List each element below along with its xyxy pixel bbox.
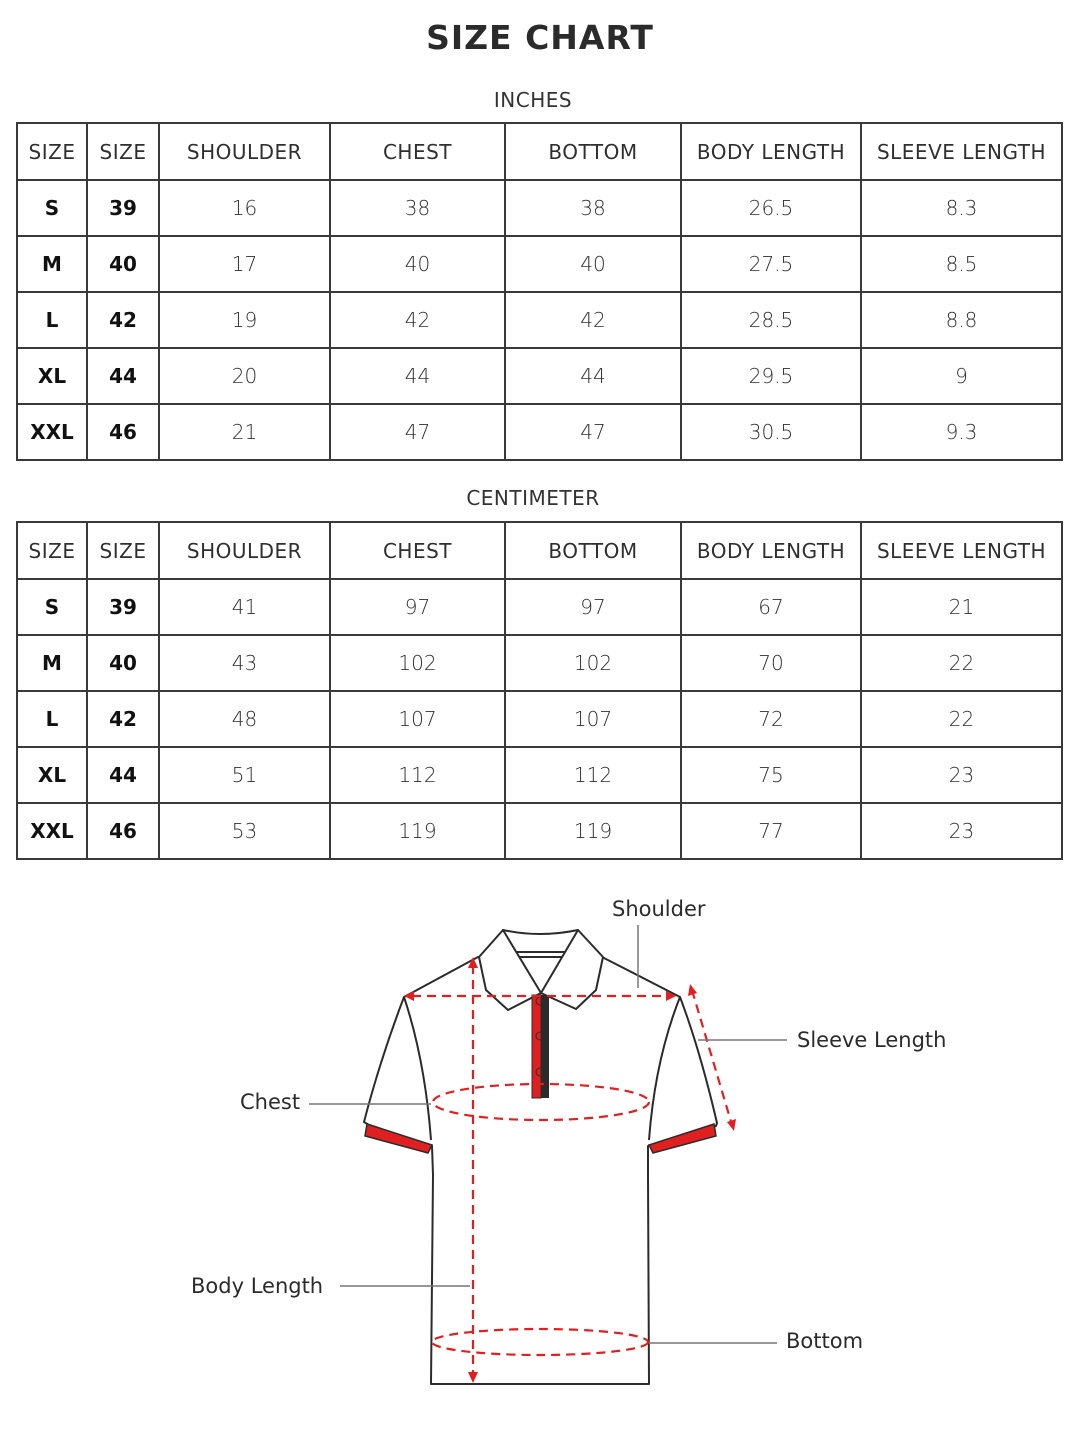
cell-shoulder: 53 (159, 803, 330, 859)
header-body-length: BODY LENGTH (681, 522, 861, 579)
cell-size: XL (17, 348, 87, 404)
cell-body-length: 75 (681, 747, 861, 803)
cell-size-numeric: 40 (87, 236, 159, 292)
cell-size-numeric: 40 (87, 635, 159, 691)
cell-shoulder: 20 (159, 348, 330, 404)
cell-sleeve-length: 8.5 (861, 236, 1062, 292)
cell-bottom: 47 (505, 404, 681, 460)
polo-shirt-icon (0, 880, 1080, 1420)
cell-chest: 47 (330, 404, 505, 460)
cell-shoulder: 51 (159, 747, 330, 803)
cell-body-length: 29.5 (681, 348, 861, 404)
cell-bottom: 40 (505, 236, 681, 292)
cell-size-numeric: 46 (87, 803, 159, 859)
table-row (17, 635, 1062, 691)
header-size: SIZE (17, 522, 87, 579)
cell-body-length: 27.5 (681, 236, 861, 292)
inches-label: INCHES (493, 88, 573, 112)
table-row (17, 348, 1062, 404)
cell-sleeve-length: 22 (861, 691, 1062, 747)
cell-sleeve-length: 9.3 (861, 404, 1062, 460)
header-sleeve-length: SLEEVE LENGTH (861, 522, 1062, 579)
cell-chest: 40 (330, 236, 505, 292)
cell-sleeve-length: 21 (861, 579, 1062, 635)
cell-shoulder: 19 (159, 292, 330, 348)
cell-sleeve-length: 23 (861, 803, 1062, 859)
header-chest: CHEST (330, 123, 505, 180)
cell-chest: 38 (330, 180, 505, 236)
cell-size-numeric: 42 (87, 691, 159, 747)
cell-sleeve-length: 8.3 (861, 180, 1062, 236)
cell-sleeve-length: 9 (861, 348, 1062, 404)
header-shoulder: SHOULDER (159, 522, 330, 579)
header-sleeve-length: SLEEVE LENGTH (861, 123, 1062, 180)
cell-chest: 97 (330, 579, 505, 635)
cell-bottom: 38 (505, 180, 681, 236)
cell-sleeve-length: 22 (861, 635, 1062, 691)
cell-size: S (17, 180, 87, 236)
cell-body-length: 28.5 (681, 292, 861, 348)
cell-shoulder: 16 (159, 180, 330, 236)
table-row (17, 691, 1062, 747)
cell-size: XXL (17, 803, 87, 859)
cell-size: XL (17, 747, 87, 803)
cell-bottom: 42 (505, 292, 681, 348)
table-row (17, 180, 1062, 236)
measurement-diagram (0, 880, 1080, 1420)
cell-size: M (17, 635, 87, 691)
cell-chest: 102 (330, 635, 505, 691)
cell-size-numeric: 46 (87, 404, 159, 460)
cell-chest: 107 (330, 691, 505, 747)
cell-size: S (17, 579, 87, 635)
cell-sleeve-length: 23 (861, 747, 1062, 803)
cell-size: L (17, 292, 87, 348)
cell-chest: 42 (330, 292, 505, 348)
chest-label: Chest (240, 1090, 301, 1114)
cell-body-length: 67 (681, 579, 861, 635)
cell-body-length: 26.5 (681, 180, 861, 236)
bottom-label: Bottom (786, 1329, 864, 1353)
cell-chest: 112 (330, 747, 505, 803)
sleeve-length-label: Sleeve Length (797, 1028, 947, 1052)
table-row (17, 747, 1062, 803)
cell-bottom: 107 (505, 691, 681, 747)
cell-bottom: 112 (505, 747, 681, 803)
cell-shoulder: 48 (159, 691, 330, 747)
table-row (17, 404, 1062, 460)
cell-size: XXL (17, 404, 87, 460)
cell-size: L (17, 691, 87, 747)
header-bottom: BOTTOM (505, 123, 681, 180)
table-row (17, 803, 1062, 859)
body-length-label: Body Length (191, 1274, 324, 1298)
cell-size-numeric: 39 (87, 579, 159, 635)
page-title: SIZE CHART (426, 18, 654, 57)
inches-table (16, 122, 1063, 461)
cell-shoulder: 21 (159, 404, 330, 460)
cell-body-length: 30.5 (681, 404, 861, 460)
cell-body-length: 72 (681, 691, 861, 747)
cell-chest: 119 (330, 803, 505, 859)
header-chest: CHEST (330, 522, 505, 579)
cell-chest: 44 (330, 348, 505, 404)
table-header-row (17, 123, 1062, 180)
cell-shoulder: 41 (159, 579, 330, 635)
header-size-numeric: SIZE (87, 522, 159, 579)
cell-size-numeric: 44 (87, 747, 159, 803)
cell-shoulder: 43 (159, 635, 330, 691)
cell-bottom: 44 (505, 348, 681, 404)
table-row (17, 292, 1062, 348)
cell-body-length: 70 (681, 635, 861, 691)
centimeter-label: CENTIMETER (466, 486, 600, 510)
cell-size-numeric: 44 (87, 348, 159, 404)
cell-bottom: 102 (505, 635, 681, 691)
cell-sleeve-length: 8.8 (861, 292, 1062, 348)
cell-body-length: 77 (681, 803, 861, 859)
table-row (17, 236, 1062, 292)
table-row (17, 579, 1062, 635)
header-bottom: BOTTOM (505, 522, 681, 579)
header-body-length: BODY LENGTH (681, 123, 861, 180)
cell-bottom: 97 (505, 579, 681, 635)
shoulder-label: Shoulder (612, 897, 706, 921)
cell-bottom: 119 (505, 803, 681, 859)
cell-shoulder: 17 (159, 236, 330, 292)
centimeter-table (16, 521, 1063, 860)
cell-size-numeric: 42 (87, 292, 159, 348)
header-size-numeric: SIZE (87, 123, 159, 180)
table-header-row (17, 522, 1062, 579)
header-shoulder: SHOULDER (159, 123, 330, 180)
cell-size-numeric: 39 (87, 180, 159, 236)
header-size: SIZE (17, 123, 87, 180)
cell-size: M (17, 236, 87, 292)
